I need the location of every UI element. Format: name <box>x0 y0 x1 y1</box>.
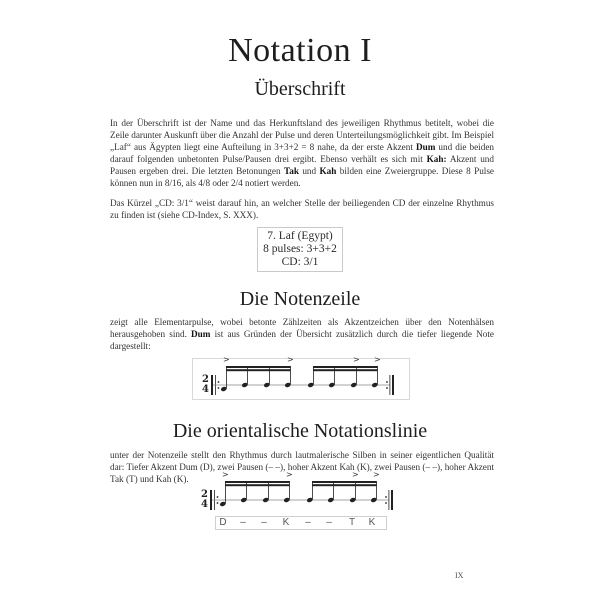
staff-notation <box>193 355 411 401</box>
syllable: – <box>305 517 311 528</box>
rhythm-name: 7. Laf (Egypt) <box>267 230 333 242</box>
syllable: T <box>348 517 356 528</box>
text-run: bilden eine Zweiergruppe. Diese 8 Pulse können nun in 8/16, als 4/8 oder 2/4 notiert werden. <box>110 166 494 189</box>
bold-term: Tak <box>283 166 299 177</box>
svg-text:>: > <box>286 470 293 479</box>
text-run: ist aus Gründen der Übersicht zusätzlich durch die tiefer liegende Note dargestellt: <box>110 329 494 352</box>
svg-text:>: > <box>352 470 359 479</box>
bold-term: Kah: <box>426 154 447 165</box>
music-staff-oriental <box>192 470 410 516</box>
svg-text:>: > <box>287 355 294 364</box>
page-number: IX <box>455 571 464 580</box>
bold-term: Kah <box>319 166 337 177</box>
text-run: und die beiden darauf folgenden unbetonten Pulse/Pausen drei ergibt. Ebenso verhält es sich mit <box>110 142 495 165</box>
paragraph-cd-reference: Das Kürzel „CD: 3/1“ weist darauf hin, an welcher Stelle der beiliegenden CD der einzelne Rhythmus zu finden ist (siehe CD-Index, S. XXX). <box>110 198 494 221</box>
music-staff-example <box>192 355 410 400</box>
syllable: – <box>240 517 246 528</box>
svg-text:>: > <box>222 470 229 479</box>
syllable: – <box>326 517 332 528</box>
svg-text:4: 4 <box>202 384 209 395</box>
rhythm-cd-track: CD: 3/1 <box>281 256 319 268</box>
rhythm-info-box <box>257 227 343 272</box>
svg-text:4: 4 <box>201 499 208 510</box>
syllable: K <box>282 517 290 528</box>
text-run: Akzent und Pausen ergeben drei. Die letzten Betonungen <box>110 154 494 177</box>
svg-text:2: 2 <box>202 374 209 385</box>
staff-notation <box>192 470 410 516</box>
text-run: und <box>298 166 320 177</box>
text-run: In der Überschrift ist der Name und das Herkunftsland des jeweiligen Rhythmus betitelt, wobei die Zeile darunter Auskunft über die Anzahl der Pulse und deren Unterteilungsmöglichkeit gibt. Im Beispiel „Laf“ aus Ägypten liegt eine Aufteilung in 3+3+2 = 8 nahe, da der erste Akzent <box>110 118 494 153</box>
syllable-row <box>215 516 387 530</box>
rhythm-pulses: 8 pulses: 3+3+2 <box>263 243 337 255</box>
svg-text:2: 2 <box>201 489 208 500</box>
section-title-ueberschrift: Überschrift <box>254 78 346 100</box>
svg-text:>: > <box>373 470 380 479</box>
syllable: D <box>219 517 227 528</box>
bold-term: Dum <box>191 329 211 340</box>
section-title-oriental: Die orientalische Notationslinie <box>172 420 428 442</box>
paragraph-oriental: unter der Notenzeile stellt den Rhythmus durch lautmalerische Silben in seiner eigentlichen Qualität dar: Tiefer Akzent Dum (D), zwei Pausen (– –), hoher Akzent Kah (K), zwei Pausen (– –), hoher Akzent Tak (T) und Kah (K). <box>110 450 494 485</box>
text-run: zeigt alle Elementarpulse, wobei betonte Zählzeiten als Akzentzeichen über den Notenhälsen herausgehoben sind. <box>110 317 494 340</box>
page-title: Notation I <box>228 32 372 69</box>
section-title-notenzeile: Die Notenzeile <box>239 288 361 310</box>
syllable: – <box>261 517 267 528</box>
svg-text:>: > <box>223 355 230 364</box>
bold-term: Dum <box>415 142 436 153</box>
svg-text:>: > <box>353 355 360 364</box>
syllable: K <box>368 517 376 528</box>
paragraph-ueberschrift <box>110 117 494 190</box>
paragraph-notenzeile <box>110 316 494 352</box>
svg-text:>: > <box>374 355 381 364</box>
